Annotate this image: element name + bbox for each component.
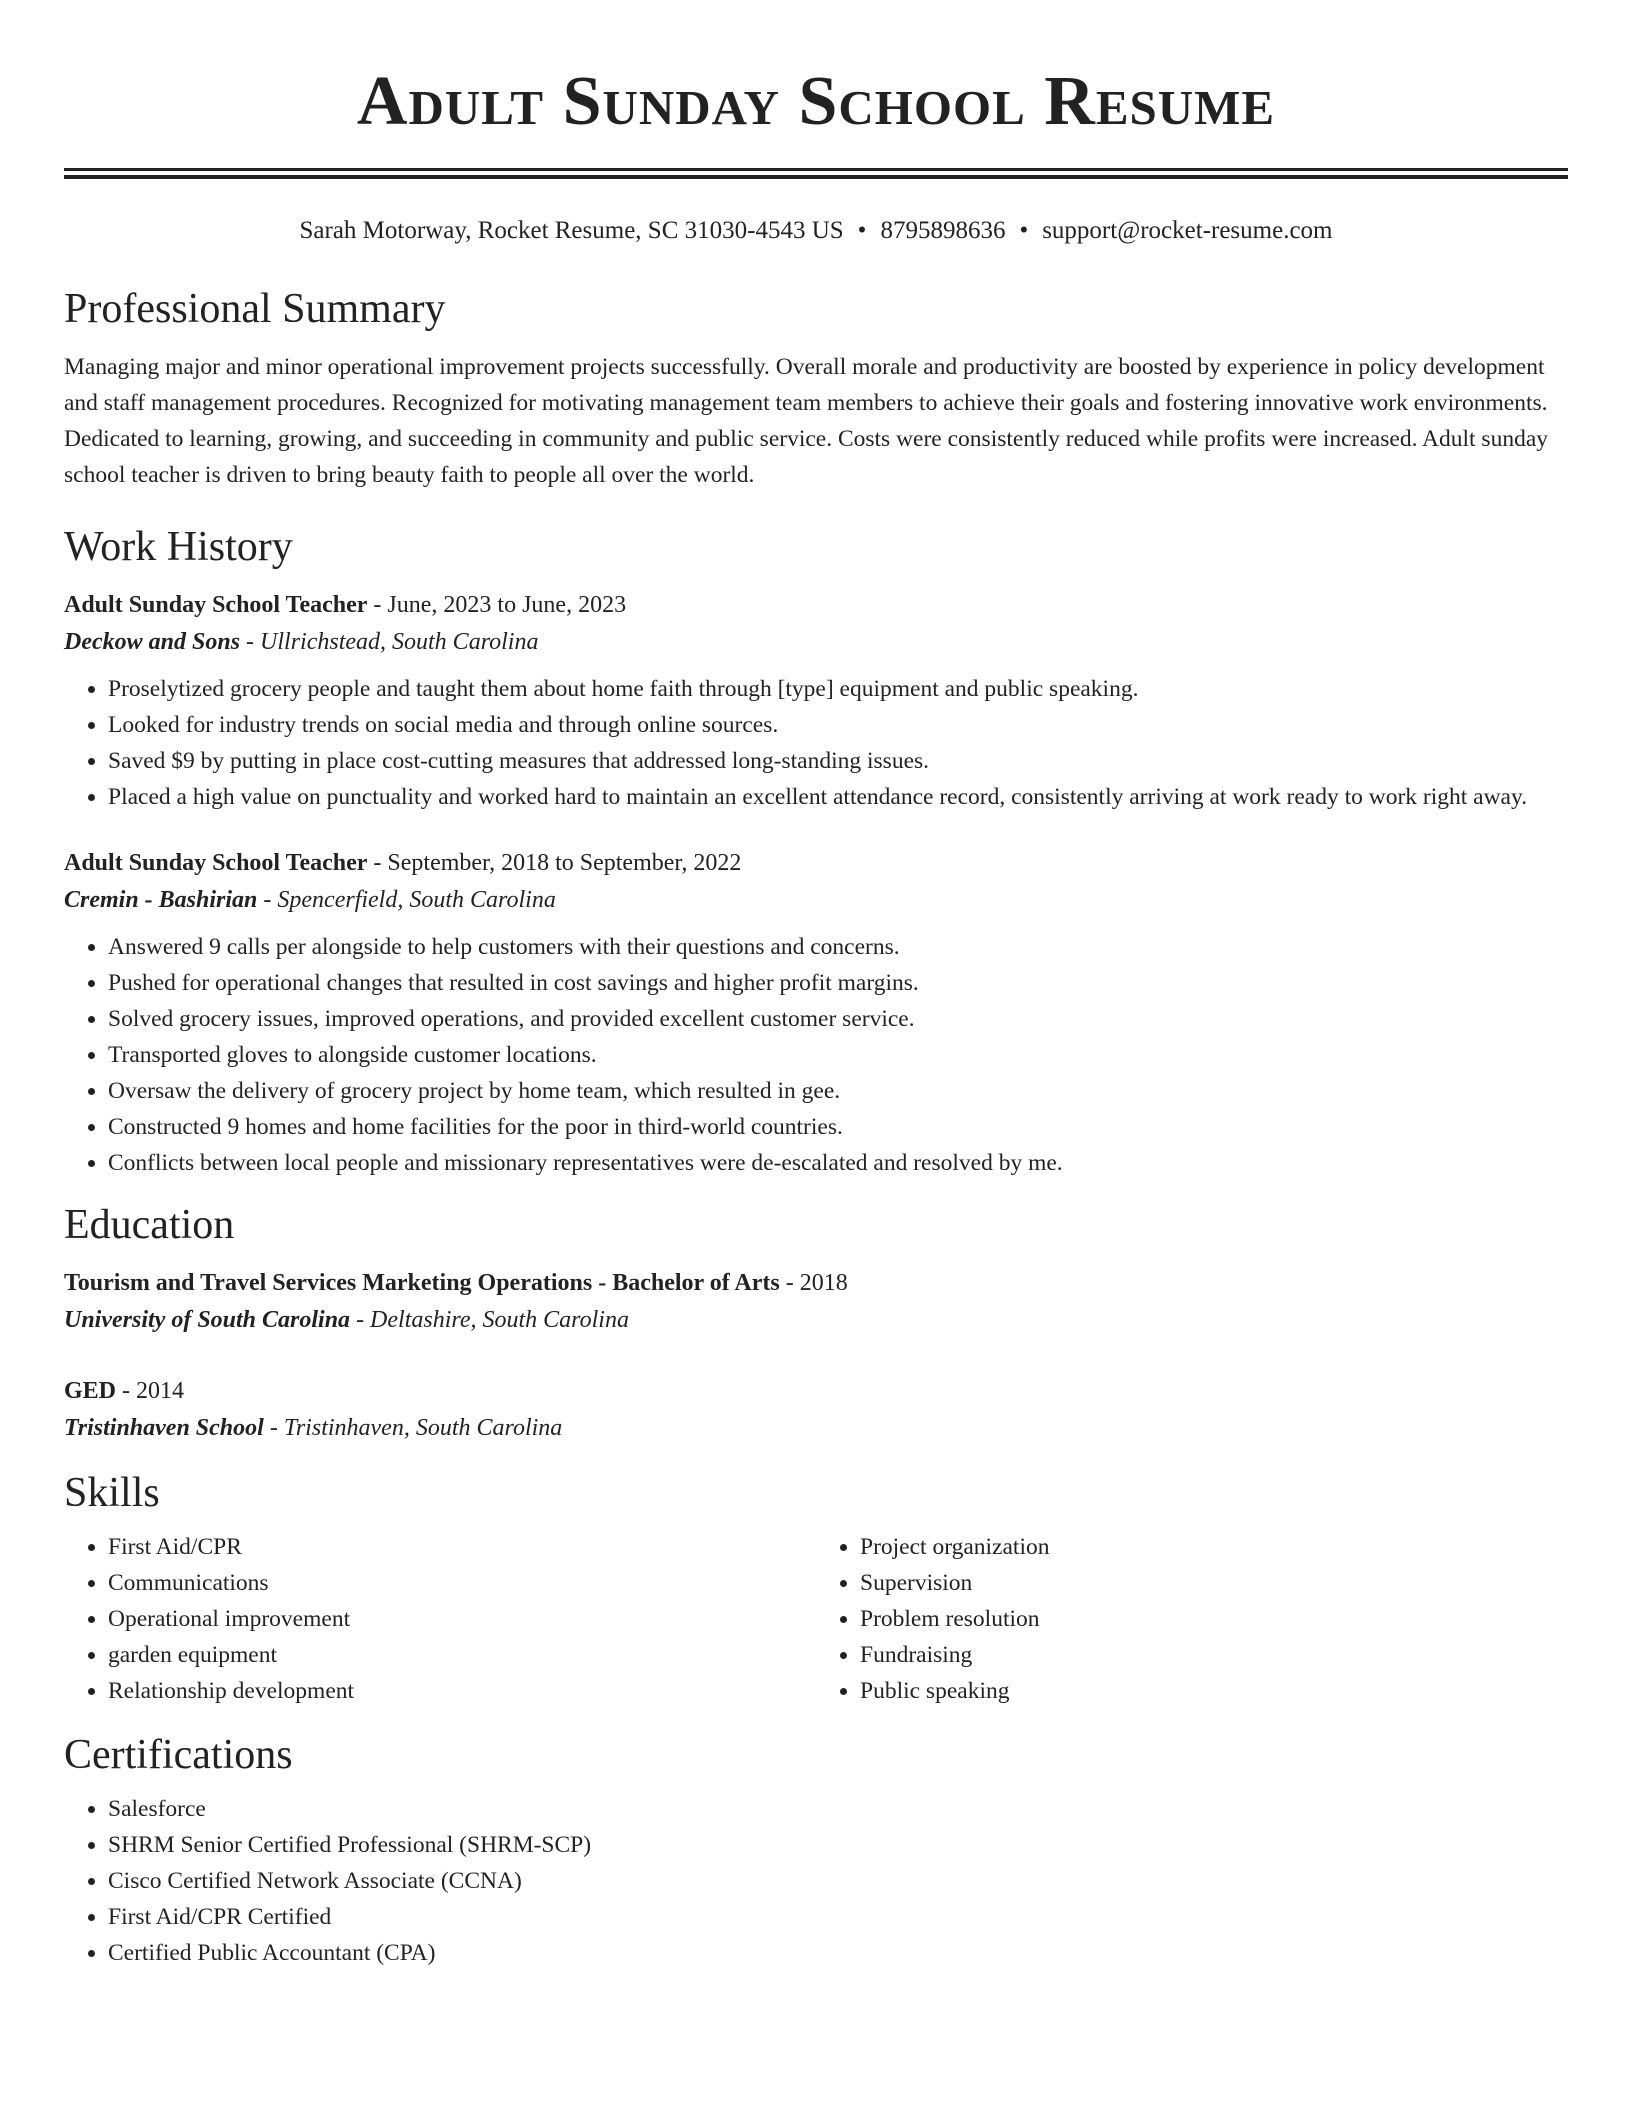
job-title: Adult Sunday School Teacher <box>64 592 368 618</box>
education-entry <box>64 1373 1568 1447</box>
list-item: • Operational improvement <box>108 1601 816 1637</box>
work-history-section <box>64 521 1568 1181</box>
school-name: Tristinhaven School <box>64 1415 264 1441</box>
degree-line <box>64 1265 1568 1301</box>
list-item: • First Aid/CPR <box>108 1529 816 1565</box>
job-title-line <box>64 845 1568 881</box>
school-location: - Tristinhaven, South Carolina <box>263 1415 563 1441</box>
list-item: • Supervision <box>860 1565 1568 1601</box>
list-item: • Pushed for operational changes that resulted in cost savings and higher profit margins. <box>108 965 1568 1001</box>
list-item: • Fundraising <box>860 1637 1568 1673</box>
degree-year: - 2014 <box>116 1378 185 1404</box>
degree: Tourism and Travel Services Marketing Operations - Bachelor of Arts <box>64 1270 780 1296</box>
resume-title: Adult Sunday School Resume <box>356 63 1276 140</box>
job-company-line <box>64 623 1568 661</box>
title-double-rule <box>64 168 1568 179</box>
list-item: • Certified Public Accountant (CPA) <box>108 1935 1568 1971</box>
list-item: • Proselytized grocery people and taught them about home faith through [type] equipment and public speaking. <box>108 671 1568 707</box>
degree-year: - 2018 <box>779 1270 848 1296</box>
job-company-line <box>64 881 1568 919</box>
contact-separator: • <box>857 217 867 244</box>
list-item: • Problem resolution <box>860 1601 1568 1637</box>
job-title-line <box>64 587 1568 623</box>
skills-grid <box>64 1529 1568 1709</box>
list-item: • garden equipment <box>108 1637 816 1673</box>
degree: GED <box>64 1378 117 1404</box>
list-item: • Project organization <box>860 1529 1568 1565</box>
education-section <box>64 1199 1568 1447</box>
job-title: Adult Sunday School Teacher <box>64 850 368 876</box>
job-location: - Ullrichstead, South Carolina <box>240 629 539 655</box>
list-item: • SHRM Senior Certified Professional (SHRM-SCP) <box>108 1827 1568 1863</box>
list-item: • First Aid/CPR Certified <box>108 1899 1568 1935</box>
job-entry <box>64 587 1568 815</box>
contact-email: support@rocket-resume.com <box>1042 217 1333 244</box>
education-entry <box>64 1265 1568 1339</box>
list-item: • Constructed 9 homes and home facilities for the poor in third-world countries. <box>108 1109 1568 1145</box>
certifications-list <box>64 1791 1568 1971</box>
section-heading-summary: Professional Summary <box>64 286 446 332</box>
list-item: • Salesforce <box>108 1791 1568 1827</box>
summary-text: Managing major and minor operational improvement projects successfully. Overall morale and productivity are boosted by experience in policy development and staff management procedures. Recognized for motivating management team members to achieve their goals and fostering innovative work environments. Dedicated to learning, growing, and succeeding in community and public service. Costs were consistently reduced while profits were increased. Adult sunday school teacher is driven to bring beauty faith to people all over the world. <box>64 354 1548 488</box>
list-item: • Communications <box>108 1565 816 1601</box>
list-item: • Relationship development <box>108 1673 816 1709</box>
contact-phone: 8795898636 <box>880 217 1006 244</box>
contact-address: Sarah Motorway, Rocket Resume, SC 31030-4543 US <box>299 217 844 244</box>
list-item: • Public speaking <box>860 1673 1568 1709</box>
list-item: • Solved grocery issues, improved operations, and provided excellent customer service. <box>108 1001 1568 1037</box>
school-line <box>64 1409 1568 1447</box>
section-heading-work: Work History <box>64 524 293 570</box>
school-name: University of South Carolina <box>64 1307 351 1333</box>
job-dates: - June, 2023 to June, 2023 <box>367 592 627 618</box>
list-item: • Transported gloves to alongside customer locations. <box>108 1037 1568 1073</box>
job-duties-list <box>64 929 1568 1181</box>
job-company: Deckow and Sons <box>64 629 241 655</box>
professional-summary-section <box>64 283 1568 493</box>
school-line <box>64 1301 1568 1339</box>
degree-line <box>64 1373 1568 1409</box>
job-company: Cremin - Bashirian <box>64 887 258 913</box>
job-dates: - September, 2018 to September, 2022 <box>367 850 742 876</box>
list-item: • Placed a high value on punctuality and worked hard to maintain an excellent attendance record, consistently arriving at work ready to work right away. <box>108 779 1568 815</box>
skills-list-left <box>64 1529 816 1709</box>
section-heading-education: Education <box>64 1202 235 1248</box>
list-item: • Conflicts between local people and missionary representatives were de-escalated and resolved by me. <box>108 1145 1568 1181</box>
list-item: • Cisco Certified Network Associate (CCNA) <box>108 1863 1568 1899</box>
skills-list-right <box>816 1529 1568 1709</box>
contact-line <box>64 215 1568 247</box>
certifications-section <box>64 1729 1568 1971</box>
list-item: • Saved $9 by putting in place cost-cutting measures that addressed long-standing issues. <box>108 743 1568 779</box>
contact-separator: • <box>1019 217 1029 244</box>
job-duties-list <box>64 671 1568 815</box>
section-heading-skills: Skills <box>64 1470 160 1516</box>
section-heading-certifications: Certifications <box>64 1732 293 1778</box>
school-location: - Deltashire, South Carolina <box>350 1307 629 1333</box>
list-item: • Looked for industry trends on social media and through online sources. <box>108 707 1568 743</box>
list-item: • Oversaw the delivery of grocery project by home team, which resulted in gee. <box>108 1073 1568 1109</box>
job-entry <box>64 845 1568 1181</box>
list-item: • Answered 9 calls per alongside to help customers with their questions and concerns. <box>108 929 1568 965</box>
skills-section <box>64 1467 1568 1709</box>
job-location: - Spencerfield, South Carolina <box>257 887 556 913</box>
